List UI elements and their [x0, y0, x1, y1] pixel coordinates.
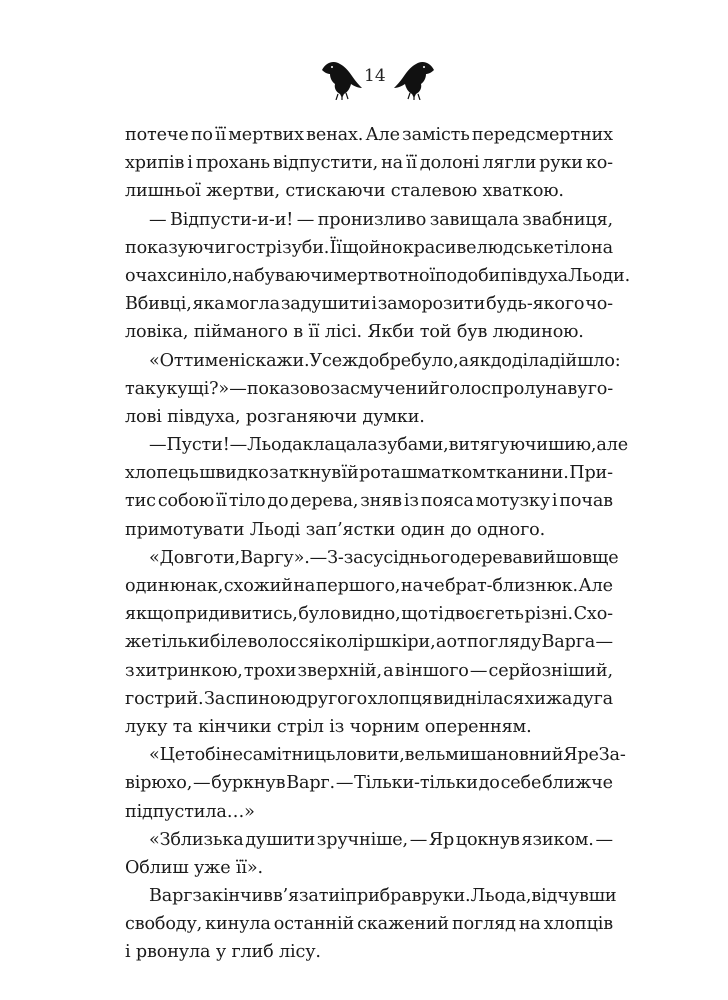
text-line: так у кущі?» — показово засмучений голос пролунав у го-	[125, 378, 613, 399]
text-line: Облиш уже її».	[125, 857, 263, 878]
body-text	[125, 121, 631, 967]
text-line: свободу, кинула останній скажений погляд на хлопців	[125, 914, 613, 935]
text-line: Вбивці, яка могла задушити і заморозити будь-якого чо-	[125, 294, 613, 315]
text-line: хлопець швидко заткнув їй рота шматком тканини. При-	[125, 463, 613, 484]
text-line: один юнак, схожий на першого, наче брат-близнюк. Але	[125, 576, 613, 596]
text-line: і рвонула у глиб лісу.	[125, 942, 321, 963]
paragraph	[125, 826, 613, 882]
text-line: «Це тобі не самітниць ловити, вельмишановний Яре За-	[149, 745, 626, 766]
text-line: хрипів і прохань відпустити, на її долоні лягли руки ко-	[125, 153, 613, 174]
text-line: вірюхо, — буркнув Варг. — Тільки-тільки до себе ближче	[125, 773, 613, 794]
text-line: гострий. За спиною другого хлопця виднілася хижа дуга	[125, 688, 613, 709]
text-line: лишньої жертви, стискаючи сталевою хваткою.	[125, 181, 564, 202]
text-line: підпустила…»	[125, 801, 255, 822]
text-line: «От ти мені скажи. Усе ж добре було, а як до діла дійшло:	[149, 350, 621, 371]
text-line: якщо придивитись, було видно, що ті двоє геть різні. Схо-	[125, 604, 613, 625]
paragraph	[125, 347, 621, 432]
text-line: тис собою її тіло до дерева, зняв із пояса мотузку і почав	[125, 491, 613, 512]
paragraph	[125, 882, 617, 967]
text-line: «Довго ти, Варгу». — З-за сусіднього дерева вийшов ще	[149, 547, 619, 568]
text-line: — Відпусти-и-и! — пронизливо завищала звабниця,	[149, 209, 613, 230]
paragraph	[125, 431, 629, 544]
raven-icon	[392, 56, 438, 100]
text-line: же тільки біле волосся і колір шкіри, а от погляд у Варга —	[125, 632, 613, 653]
text-line: потече по її мертвих венах. Але замість передсмертних	[125, 125, 613, 145]
text-line: примотувати Льоді зап’ястки один до одного.	[125, 519, 546, 540]
text-line: луку та кінчики стріл із чорним оперенням.	[125, 716, 532, 737]
paragraph	[125, 544, 619, 741]
raven-icon	[318, 56, 364, 100]
text-line: — Пусти! — Льода клацала зубами, витягуючи шию, але	[149, 435, 629, 456]
paragraph	[125, 206, 631, 347]
page-header	[0, 56, 728, 100]
text-line: очах синіло, набуваючи мертвотної подоби півдуха Льоди.	[125, 265, 631, 286]
text-line: лові півдуха, розганяючи думки.	[125, 406, 425, 427]
text-line: Варг закінчив в’язати і прибрав руки. Льода, відчувши	[149, 886, 617, 907]
paragraph	[125, 121, 613, 206]
text-line: «Зблизька душити зручніше, — Яр цокнув язиком. —	[149, 829, 613, 850]
page-number: 14	[364, 66, 386, 86]
text-line: з хитринкою, трохи зверхній, а в іншого — серйозніший,	[125, 660, 613, 681]
text-line: ловіка, пійманого в її лісі. Якби той був людиною.	[125, 322, 584, 343]
text-line: показуючи гострі зуби. Її щойно красиве людське тіло на	[125, 237, 613, 258]
paragraph	[125, 741, 626, 826]
